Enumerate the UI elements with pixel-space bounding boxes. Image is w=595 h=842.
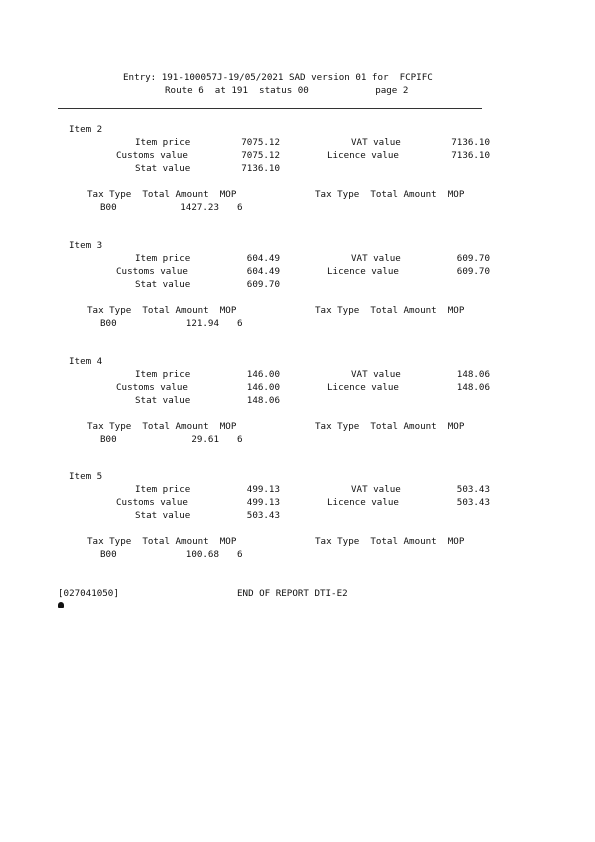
stat-value-label: Stat value (135, 279, 191, 290)
customs-value: 146.00 (246, 382, 280, 393)
customs-value: 604.49 (246, 266, 280, 277)
licence-value: 609.70 (456, 266, 490, 277)
vat-value: 148.06 (456, 369, 490, 380)
document-reference: [027041050] (58, 588, 119, 599)
stat-value-label: Stat value (135, 395, 191, 406)
customs-value-label: Customs value (116, 382, 188, 393)
vat-value: 609.70 (456, 253, 490, 264)
tax-amount: 29.61 (191, 434, 219, 445)
customs-value-label: Customs value (116, 497, 188, 508)
tax-header-left: Tax Type Total Amount MOP (87, 536, 237, 547)
vat-value-label: VAT value (351, 484, 401, 495)
item-price-label: Item price (135, 137, 191, 148)
stat-value-label: Stat value (135, 163, 191, 174)
tax-header-right: Tax Type Total Amount MOP (315, 536, 465, 547)
customs-value: 7075.12 (241, 150, 280, 161)
tax-type: B00 (100, 318, 117, 329)
header-line-1: Entry: 191-100057J-19/05/2021 SAD version 01 for FCPIFC (123, 72, 433, 83)
item-price-value: 604.49 (246, 253, 280, 264)
licence-value-label: Licence value (327, 382, 399, 393)
header-divider (58, 108, 482, 109)
vat-value-label: VAT value (351, 369, 401, 380)
stat-value: 148.06 (246, 395, 280, 406)
item-title: Item 4 (69, 356, 103, 367)
tax-header-left: Tax Type Total Amount MOP (87, 421, 237, 432)
stat-value: 609.70 (246, 279, 280, 290)
tax-amount: 121.94 (185, 318, 219, 329)
cursor-icon (58, 602, 64, 608)
end-of-report-text: END OF REPORT DTI-E2 (237, 588, 348, 599)
tax-mop: 6 (237, 549, 243, 560)
licence-value-label: Licence value (327, 266, 399, 277)
tax-header-right: Tax Type Total Amount MOP (315, 421, 465, 432)
item-title: Item 5 (69, 471, 103, 482)
licence-value: 148.06 (456, 382, 490, 393)
item-price-value: 146.00 (246, 369, 280, 380)
tax-amount: 1427.23 (180, 202, 219, 213)
vat-value: 503.43 (456, 484, 490, 495)
licence-value: 503.43 (456, 497, 490, 508)
stat-value: 503.43 (246, 510, 280, 521)
item-price-value: 499.13 (246, 484, 280, 495)
tax-mop: 6 (237, 318, 243, 329)
tax-type: B00 (100, 549, 117, 560)
tax-type: B00 (100, 202, 117, 213)
customs-value: 499.13 (246, 497, 280, 508)
item-price-label: Item price (135, 369, 191, 380)
customs-value-label: Customs value (116, 150, 188, 161)
header-line-2: Route 6 at 191 status 00 page 2 (165, 85, 409, 96)
tax-type: B00 (100, 434, 117, 445)
tax-header-right: Tax Type Total Amount MOP (315, 189, 465, 200)
tax-mop: 6 (237, 202, 243, 213)
item-price-value: 7075.12 (241, 137, 280, 148)
tax-mop: 6 (237, 434, 243, 445)
customs-value-label: Customs value (116, 266, 188, 277)
tax-amount: 100.68 (185, 549, 219, 560)
stat-value: 7136.10 (241, 163, 280, 174)
item-price-label: Item price (135, 253, 191, 264)
item-title: Item 3 (69, 240, 103, 251)
tax-header-left: Tax Type Total Amount MOP (87, 189, 237, 200)
stat-value-label: Stat value (135, 510, 191, 521)
licence-value: 7136.10 (451, 150, 490, 161)
tax-header-right: Tax Type Total Amount MOP (315, 305, 465, 316)
item-title: Item 2 (69, 124, 103, 135)
licence-value-label: Licence value (327, 497, 399, 508)
tax-header-left: Tax Type Total Amount MOP (87, 305, 237, 316)
vat-value-label: VAT value (351, 253, 401, 264)
vat-value: 7136.10 (451, 137, 490, 148)
licence-value-label: Licence value (327, 150, 399, 161)
vat-value-label: VAT value (351, 137, 401, 148)
item-price-label: Item price (135, 484, 191, 495)
